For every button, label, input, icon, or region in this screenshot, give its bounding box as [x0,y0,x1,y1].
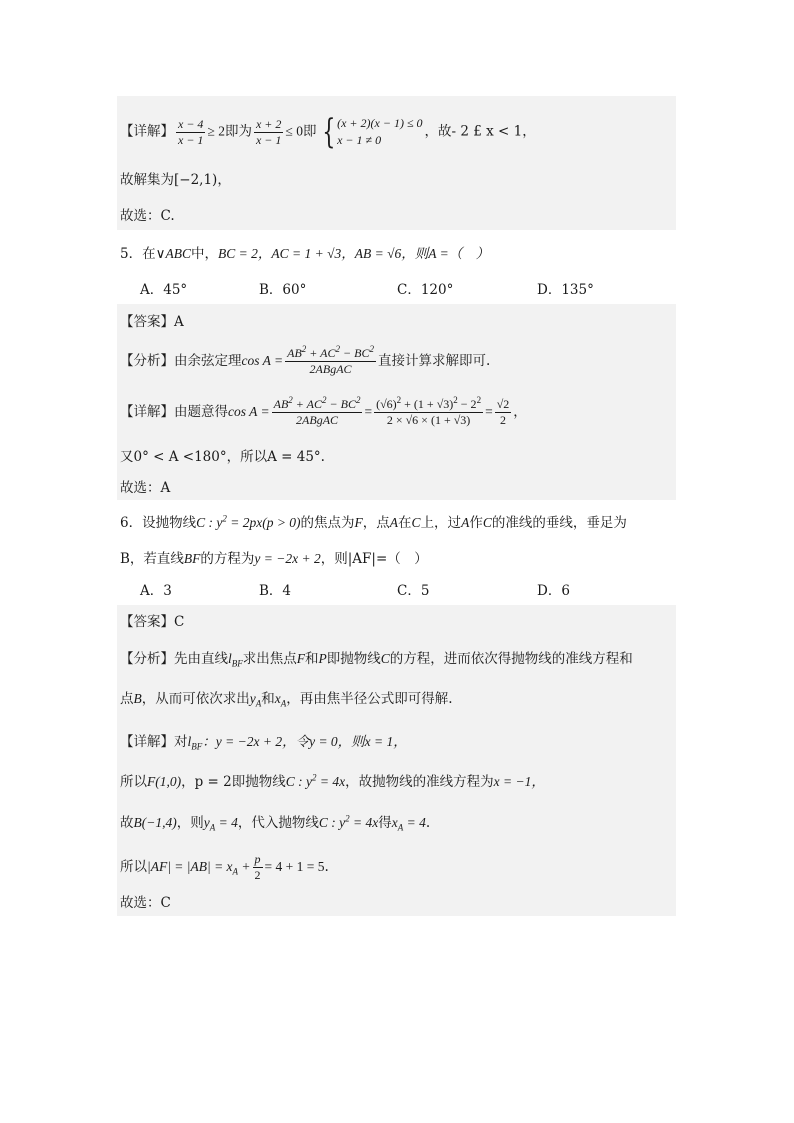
q6-stem-line1: 6．设抛物线C : $y^2 = 2px(p > 0)$的焦点为F，点A在C上，过A作C的准线的垂线，垂足为 [120,513,627,531]
q4-choice: 故选：C. [120,208,175,224]
q6-detail-line3: 故B(−1,4)，则$y_A = 4$，代入抛物线C : $y^2 = 4x$得$x_A = 4$. [120,813,431,833]
q6-analysis-line1: 【分析】先由直线$l_{BF}$求出焦点F和P即抛物线C的方程，进而依次得抛物线的准线方程和 [120,651,633,669]
q5-range: 又0° < A <180°，所以A = 45°. [120,449,325,465]
q6-option-a: A．3 [140,583,172,599]
q6-choice: 故选：C [120,895,171,911]
fraction: $\frac{AB^2 + AC^2 - BC^2}{\text{2ABgAC}}$ [287,344,374,376]
fraction: $\frac{AB^2 + AC^2 - BC^2}{\text{2ABgAC}}$ [273,395,361,427]
q6-answer: 【答案】C [120,614,185,630]
q4-detail-line: 【详解】 $\frac{x - 4}{x - 1}$ ≥ 2即为 $\frac{x + 2}{x - 1}$ ≤ 0即 { (x + 2)(x − 1) ≤ 0 x − 1 ≠ 0 ，故- 2 £ x < 1， [120,112,536,152]
q5-option-d: D．135° [537,282,594,298]
fraction: $\frac{x + 2}{x - 1}$ [255,116,282,147]
q5-answer: 【答案】A [120,314,184,330]
q6-option-c: C．5 [397,583,430,599]
q6-detail-line2: 所以F(1,0)，p = 2即抛物线C : $y^2 = 4x$，故抛物线的准线方程为x = −1， [120,772,545,790]
fraction: $\frac{(√6)^2 + (1 + √3)^2 - 2^2}{2 \times √6 \times (1 + √3)}$ [376,395,482,427]
q5-option-a: A．45° [140,282,188,298]
q5-stem: 5．在∨ABC中，BC = 2，AC = 1 + √3，AB = √6，则A =（ ） [120,246,490,262]
inequality-system: { (x + 2)(x − 1) ≤ 0 x − 1 ≠ 0 [322,112,423,152]
q4-solution-set: 故解集为[−2,1)， [120,172,231,188]
fraction: $\frac{x - 4}{x - 1}$ [178,116,204,147]
detail-tag: 【详解】 [120,123,174,140]
q5-option-b: B．60° [259,282,307,298]
q6-detail-line1: 【详解】对$l_{BF}$：y = −2x + 2，令y = 0，则x = 1， [120,734,407,752]
q5-detail: 【详解】由题意得cos A = $\frac{AB^2 + AC^2 - BC^2}{\text{2ABgAC}}$ = $\frac{(√6)^2 + (1 + √3)^2 - 2^2}{2 \times √6 \times (1 + √3)}$ = $\frac{√2}{2}$ ， [120,395,527,427]
q6-option-b: B．4 [259,583,292,599]
q6-stem-line2: B，若直线BF的方程为y = −2x + 2，则|AF|=（ ） [120,551,428,567]
fraction: $\frac{p}{2}$ [254,852,261,882]
q5-choice: 故选：A [120,480,171,496]
fraction: $\frac{√2}{2}$ [496,397,510,427]
q6-analysis-line2: 点B，从而可依次求出$y_A$和$x_A$，再由焦半径公式即可得解. [120,691,453,709]
q6-option-d: D．6 [537,583,570,599]
q5-analysis: 【分析】由余弦定理cos A = $\frac{AB^2 + AC^2 - BC^2}{\text{2ABgAC}}$ 直接计算求解即可. [120,344,491,376]
q6-detail-line4: 所以$|AF| = |AB| = x_A$ + $\frac{p}{2}$ = 4 + 1 = 5. [120,852,329,882]
q5-option-c: C．120° [397,282,454,298]
